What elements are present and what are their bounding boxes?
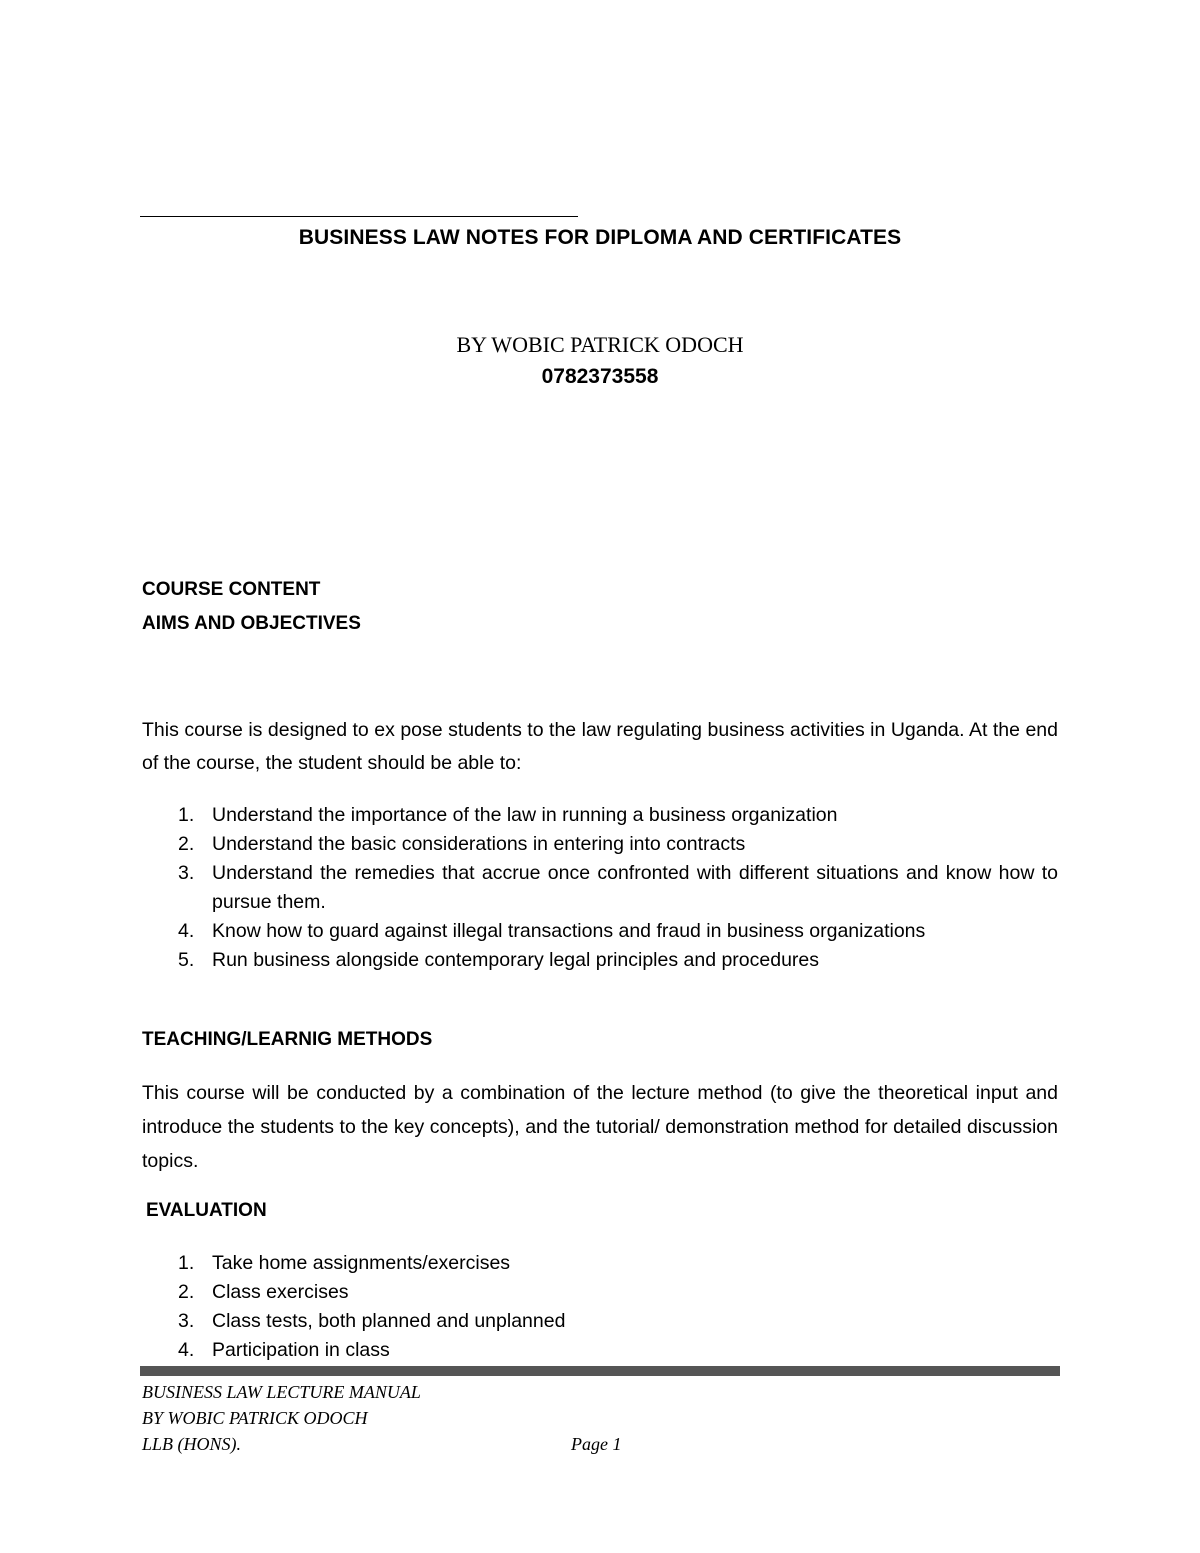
evaluation-heading: EVALUATION <box>146 1200 267 1221</box>
footer-divider <box>140 1366 1060 1376</box>
list-item <box>142 1336 1058 1365</box>
list-text: Class exercises <box>212 1281 349 1303</box>
list-text: Understand the remedies that accrue once confronted with different situations and know how to pursue them. <box>212 862 1058 913</box>
top-rule <box>140 216 578 217</box>
footer-line-2: BY WOBIC PATRICK ODOCH <box>142 1408 368 1428</box>
list-item <box>142 946 1058 975</box>
list-item <box>142 1278 1058 1307</box>
list-number: 2. <box>178 833 195 855</box>
list-number: 3. <box>178 1310 195 1332</box>
list-number: 4. <box>178 920 195 942</box>
objectives-list <box>142 801 1058 975</box>
list-text: Class tests, both planned and unplanned <box>212 1310 566 1332</box>
page-number: Page 1 <box>571 1434 622 1454</box>
list-text: Run business alongside contemporary legal principles and procedures <box>212 949 820 971</box>
list-text: Participation in class <box>212 1339 390 1361</box>
list-text: Understand the importance of the law in running a business organization <box>212 804 838 826</box>
list-number: 4. <box>178 1339 195 1361</box>
footer-line-3: LLB (HONS). <box>142 1434 242 1454</box>
teaching-paragraph: This course will be conducted by a combination of the lecture method (to give the theoretical input and introduce the students to the key concepts), and the tutorial/ demonstration method for detailed discussion topics. <box>142 1082 1058 1172</box>
list-number: 1. <box>178 804 195 826</box>
aims-heading: AIMS AND OBJECTIVES <box>142 613 361 634</box>
list-item <box>142 917 1058 946</box>
list-text: Know how to guard against illegal transactions and fraud in business organizations <box>212 920 926 942</box>
list-item <box>142 1249 1058 1278</box>
evaluation-list <box>142 1249 1058 1365</box>
list-number: 5. <box>178 949 195 971</box>
list-item <box>142 1307 1058 1336</box>
list-number: 2. <box>178 1281 195 1303</box>
list-item <box>142 801 1058 830</box>
list-text: Understand the basic considerations in entering into contracts <box>212 833 746 855</box>
footer-line-1: BUSINESS LAW LECTURE MANUAL <box>142 1382 421 1402</box>
document-title: BUSINESS LAW NOTES FOR DIPLOMA AND CERTIFICATES <box>298 226 902 249</box>
list-number: 1. <box>178 1252 195 1274</box>
phone-number: 0782373558 <box>541 365 659 388</box>
teaching-heading: TEACHING/LEARNIG METHODS <box>142 1029 433 1050</box>
intro-paragraph: This course is designed to ex pose students to the law regulating business activities in Uganda. At the end of the course, the student should be able to: <box>142 719 1058 774</box>
list-item <box>142 830 1058 859</box>
list-item <box>142 859 1058 917</box>
author-line: BY WOBIC PATRICK ODOCH <box>456 332 744 357</box>
list-text: Take home assignments/exercises <box>212 1252 511 1274</box>
list-number: 3. <box>178 862 195 884</box>
course-content-heading: COURSE CONTENT <box>142 579 321 600</box>
